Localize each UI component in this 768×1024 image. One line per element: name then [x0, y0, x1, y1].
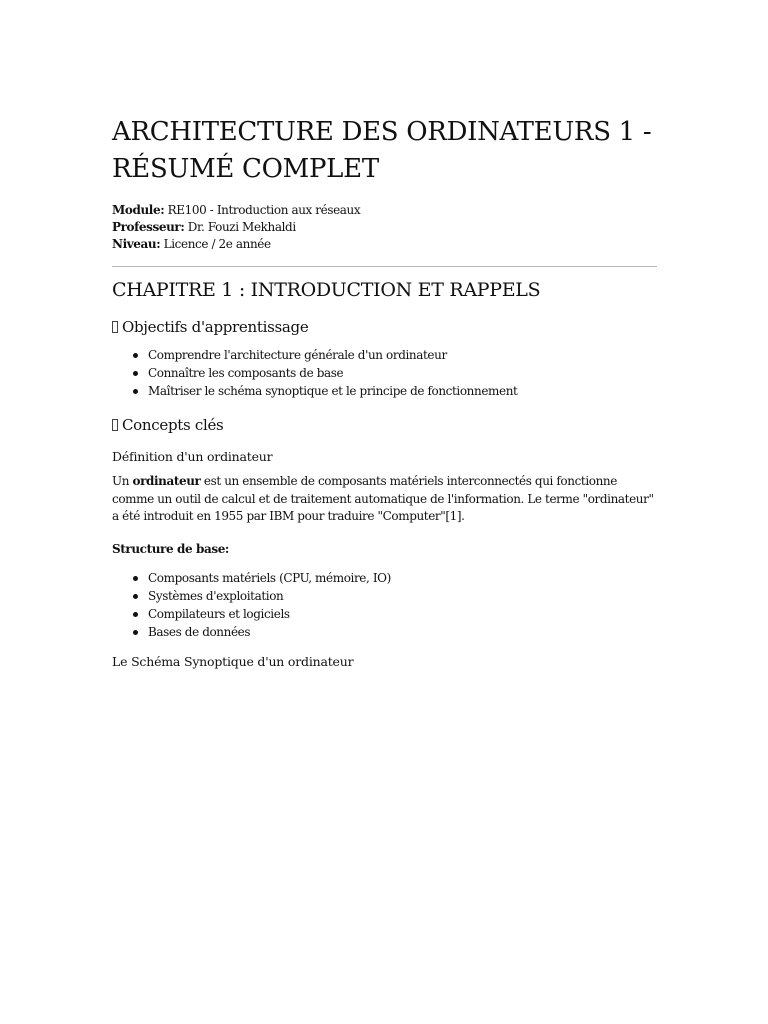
- list-item: Connaître les composants de base: [112, 364, 657, 382]
- list-item: Composants matériels (CPU, mémoire, IO): [112, 569, 657, 587]
- list-item: Bases de données: [112, 623, 657, 641]
- meta-value: RE100 - Introduction aux réseaux: [164, 203, 361, 217]
- concepts-heading-text: Concepts clés: [122, 416, 224, 434]
- meta-value: Licence / 2e année: [160, 237, 271, 251]
- objectives-heading-text: Objectifs d'apprentissage: [122, 318, 309, 336]
- definition-heading: Définition d'un ordinateur: [112, 449, 273, 464]
- meta-professor: [112, 219, 657, 236]
- missing-glyph-icon: [112, 321, 118, 333]
- list-item: Comprendre l'architecture générale d'un ordinateur: [112, 346, 657, 364]
- missing-glyph-icon: [112, 419, 118, 431]
- concepts-heading: [112, 415, 223, 436]
- list-item: Maîtriser le schéma synoptique et le principe de fonctionnement: [112, 382, 657, 400]
- document-title: ARCHITECTURE DES ORDINATEURS 1 - RÉSUMÉ COMPLET: [112, 117, 652, 184]
- meta-value: Dr. Fouzi Mekhaldi: [184, 220, 296, 234]
- list-item: Systèmes d'exploitation: [112, 587, 657, 605]
- meta-label: Professeur:: [112, 220, 185, 234]
- structure-list: [112, 569, 657, 641]
- synoptic-heading: Le Schéma Synoptique d'un ordinateur: [112, 654, 354, 669]
- definition-prefix: Un: [112, 474, 133, 488]
- horizontal-divider: [112, 266, 657, 267]
- list-item: Compilateurs et logiciels: [112, 605, 657, 623]
- definition-paragraph: [112, 473, 657, 526]
- objectives-heading: [112, 317, 308, 338]
- document-meta: [112, 202, 657, 253]
- chapter-title: CHAPITRE 1 : INTRODUCTION ET RAPPELS: [112, 279, 541, 301]
- definition-term: ordinateur: [132, 474, 201, 488]
- meta-label: Niveau:: [112, 237, 161, 251]
- meta-level: [112, 236, 657, 253]
- objectives-list: [112, 346, 657, 400]
- definition-text: est un ensemble de composants matériels interconnectés qui fonctionne comme un outil de calcul et de traitement automatique de l'information. Le terme "ordinateur" a été introduit en 1955 par IBM pour traduire "Computer"[1].: [112, 474, 654, 523]
- meta-label: Module:: [112, 203, 165, 217]
- meta-module: [112, 202, 657, 219]
- structure-label: Structure de base:: [112, 542, 229, 556]
